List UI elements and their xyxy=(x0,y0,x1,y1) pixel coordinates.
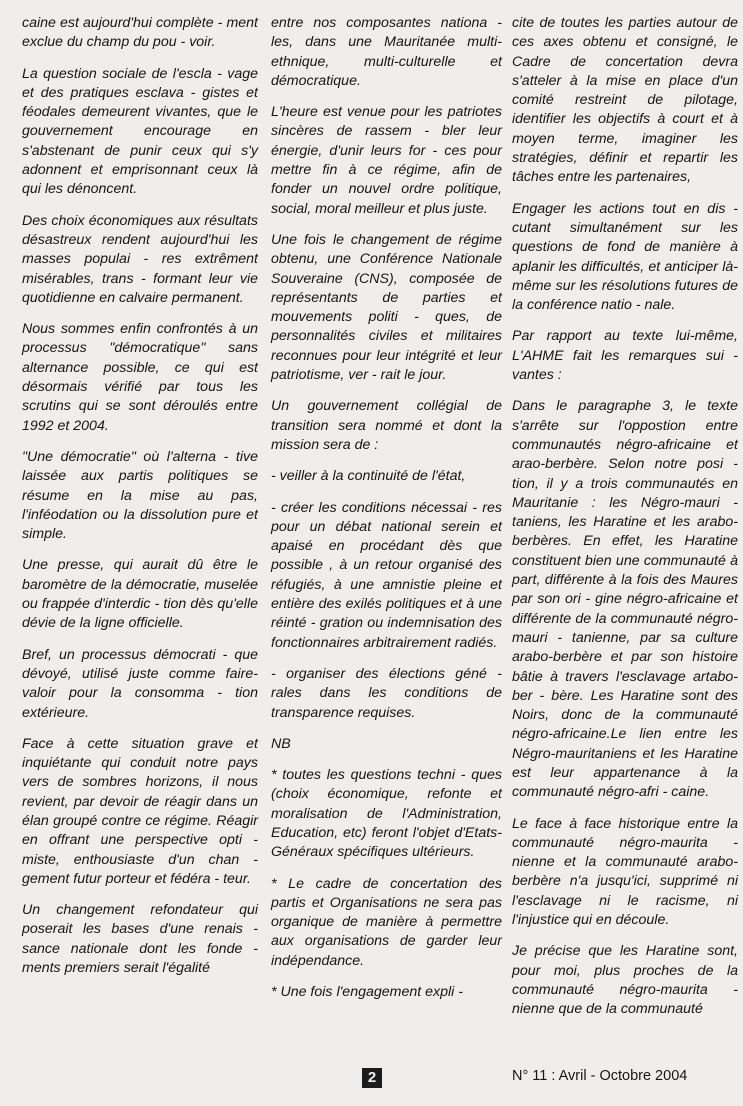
paragraph: Une presse, qui aurait dû être le baromètre de la démocratie, muselée ou frappée d'interdic - tion dès qu'elle dévie de la ligne officielle. xyxy=(22,557,258,632)
paragraph: La question sociale de l'escla - vage et des pratiques esclava - gistes et féodales demeurent vivantes, que le gouvernement encourage en s'abstenant de punir ceux qui s'y adonnent et emprisonnant ceux là qui les dénoncent. xyxy=(22,65,258,198)
paragraph: * Le cadre de concertation des partis et Organisations ne sera pas organique de manière à permettre aux organisations de garder leur indépendance. xyxy=(271,875,502,969)
paragraph: Par rapport au texte lui-même, L'AHME fait les remarques sui - vantes : xyxy=(512,328,738,384)
paragraph: "Une démocratie" où l'alterna - tive laissée aux partis politiques se résume en la mise au pas, l'inféodation ou la dissolution pure et simple. xyxy=(22,448,258,543)
paragraph: caine est aujourd'hui complète - ment exclue du champ du pou - voir. xyxy=(22,15,258,51)
paragraph: Dans le paragraphe 3, le texte s'arrête sur l'oppostion entre communautés négro-africaine et arao-berbère. Selon notre posi - tion, il y a trois communautés en Mauritanie : les Négro-mauri - taniens, les Haratine et les arabo-berbères. En effet, les Haratine constituent bien une communauté à part, différente à la fois des Maures par son ori - gine négro-africaine et différente de la communauté négro-mauri - tanienne, par sa culture arabo-berbère et par son histoire bâtie à travers l'esclavage artabo-ber - bère. Les Haratine sont des Noirs, donc de la communauté négro-africaine.Le lien entre les Négro-mauritaniens et les Haratine est leur appartenance à la communauté négro-afri - caine. xyxy=(512,398,738,801)
page-footer xyxy=(0,1066,743,1096)
paragraph: Engager les actions tout en dis - cutant simultanément sur les questions de fond de manière à aplanir les difficultés, et anticiper là-même sur les résolutions futures de la conférence natio - nale. xyxy=(512,200,738,314)
paragraph: - organiser des élections géné - rales dans les conditions de transparence requises. xyxy=(271,665,502,721)
page-number: 2 xyxy=(362,1068,382,1088)
paragraph: Un gouvernement collégial de transition sera nommé et dont la mission sera de : xyxy=(271,398,502,453)
paragraph: - créer les conditions nécessai - res pour un débat national serein et apaisé en procédant dès que possible , à un retour organisé des réfugiés, à une amnistie pleine et entière des exilés politiques et à une réinté - gration ou indemnisation des fonctionnaires arbitrairement radiés. xyxy=(271,499,502,651)
paragraph: Une fois le changement de régime obtenu, une Conférence Nationale Souveraine (CNS), composée de représentants de parties et mouvements politi - ques, de personnalités civiles et militaires reconnues pour leur intégrité et leur patriotisme, ver - rait le jour. xyxy=(271,231,502,384)
paragraph: Je précise que les Haratine sont, pour moi, plus proches de la communauté négro-maurita - nienne que de la communauté xyxy=(512,943,738,1018)
paragraph: - veiller à la continuité de l'état, xyxy=(271,468,466,485)
paragraph: entre nos composantes nationa - les, dans une Mauritanée multi-ethnique, multi-culturelle et démocratique. xyxy=(271,15,502,89)
paragraph: Bref, un processus démocrati - que dévoyé, utilisé juste comme faire-valoir pour la consomma - tion extérieure. xyxy=(22,646,258,721)
paragraph: NB xyxy=(271,735,291,752)
paragraph: * toutes les questions techni - ques (choix économique, refonte et moralisation de l'Administration, Education, etc) feront l'objet d'Etats-Généraux spécifiques ultérieurs. xyxy=(271,767,502,861)
paragraph: Un changement refondateur qui poserait les bases d'une renais - sance nationale dont les fonde - ments premiers serait l'égalité xyxy=(22,902,258,977)
paragraph: Le face à face historique entre la communauté négro-maurita - nienne et la communauté arabo-berbère n'a jusqu'ici, supprimé ni l'esclavage ni le racisme, ni l'injustice qui en découle. xyxy=(512,815,738,929)
paragraph: L'heure est venue pour les patriotes sincères de rassem - bler leur énergie, d'unir leurs for - ces pour mettre fin à ce régime, afin de fonder un nouvel ordre politique, social, moral meilleur et plus juste. xyxy=(271,104,502,217)
paragraph: * Une fois l'engagement expli - xyxy=(271,984,463,1001)
paragraph: Nous sommes enfin confrontés à un processus "démocratique" sans alternance possible, ce qui est désormais vérifié par tous les scrutins qui se sont déroulés entre 1992 et 2004. xyxy=(22,321,258,434)
paragraph: cite de toutes les parties autour de ces axes obtenu et consigné, le Cadre de concertation devra s'atteler à la mise en place d'un comité restreint de pilotage, identifier les objectifs à court et à moyen terme, imaginer les stratégies, définir et repartir les tâches entre les partenaires, xyxy=(512,15,738,186)
issue-label: N° 11 : Avril - Octobre 2004 xyxy=(512,1068,688,1084)
paragraph: Face à cette situation grave et inquiétante qui conduit notre pays vers de sombres horizons, il nous revient, par devoir de réagir dans un élan groupé contre ce régime. Réagir en offrant une perspective opti - miste, enthousiaste d'un chan - gement futur porteur et fédéra - teur. xyxy=(22,735,258,887)
article-column-1 xyxy=(22,14,258,990)
article-column-3 xyxy=(512,14,738,1032)
paragraph: Des choix économiques aux résultats désastreux rendent aujourd'hui les masses populai - res extrêment misérables, trans - formant leur vie quotidienne en calvaire permanent. xyxy=(22,212,258,306)
article-column-2 xyxy=(271,14,502,1014)
